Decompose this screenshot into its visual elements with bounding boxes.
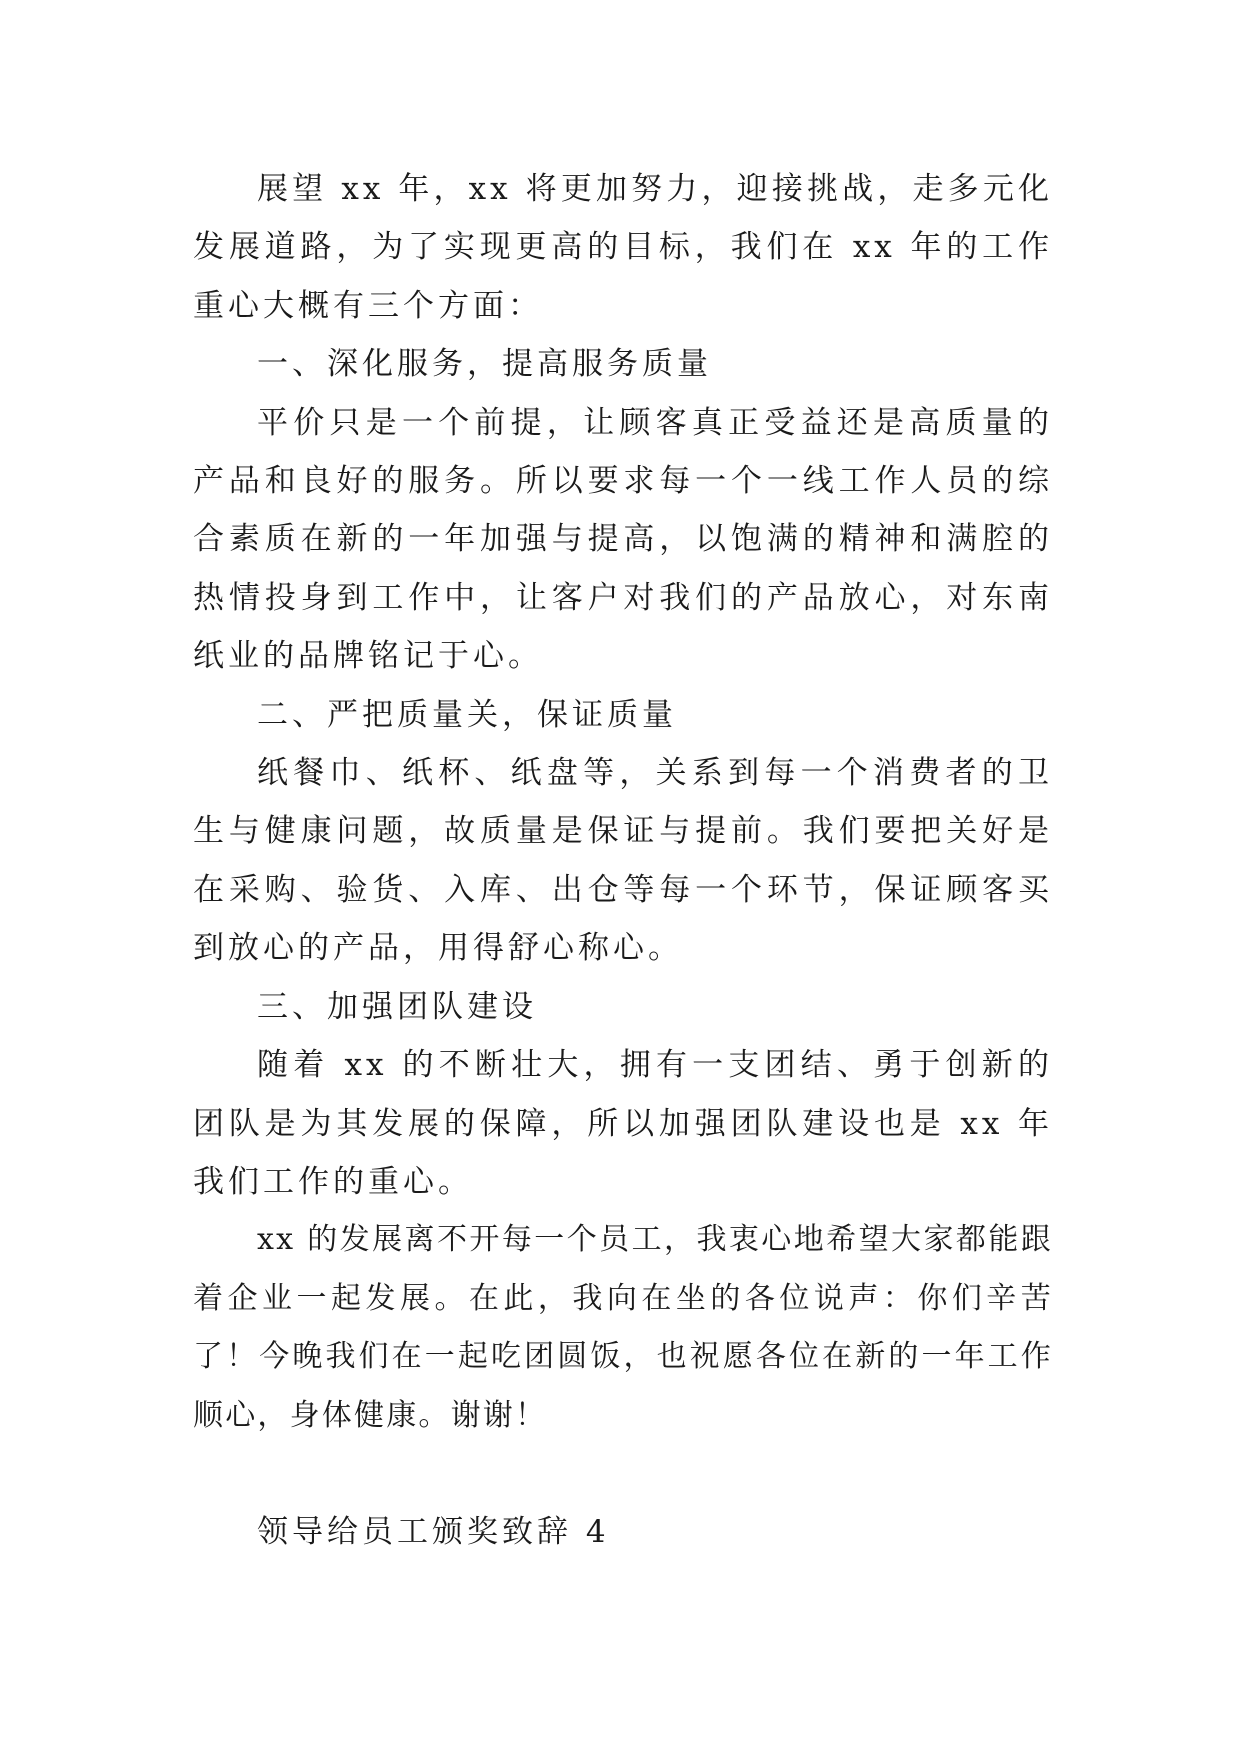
paragraph-team-building: 随着 xx 的不断壮大，拥有一支团结、勇于创新的团队是为其发展的保障，所以加强团队建设也是 xx 年我们工作的重心。 (193, 1047, 1053, 1200)
document-body (193, 160, 1053, 1561)
paragraph-service-quality: 平价只是一个前提，让顾客真正受益还是高质量的产品和良好的服务。所以要求每一个一线工作人员的综合素质在新的一年加强与提高，以饱满的精神和满腔的热情投身到工作中，让客户对我们的产品放心，对东南纸业的品牌铭记于心。 (193, 404, 1053, 675)
heading-team-building: 三、加强团队建设 (257, 988, 537, 1025)
paragraph-quality-control: 纸餐巾、纸杯、纸盘等，关系到每一个消费者的卫生与健康问题，故质量是保证与提前。我们要把关好是在采购、验货、入库、出仓等每一个环节，保证顾客买到放心的产品，用得舒心称心。 (193, 755, 1053, 967)
paragraph-outlook: 展望 xx 年，xx 将更加努力，迎接挑战，走多元化发展道路，为了实现更高的目标，我们在 xx 年的工作重心大概有三个方面： (193, 171, 1053, 324)
heading-quality-control: 二、严把质量关，保证质量 (257, 696, 677, 733)
heading-service-quality: 一、深化服务，提高服务质量 (257, 346, 712, 383)
next-section-title: 领导给员工颁奖致辞 4 (257, 1513, 610, 1550)
paragraph-closing-remarks: xx 的发展离不开每一个员工，我衷心地希望大家都能跟着企业一起发展。在此，我向在坐的各位说声：你们辛苦了！今晚我们在一起吃团圆饭，也祝愿各位在新的一年工作顺心，身体健康。谢谢！ (193, 1222, 1053, 1433)
